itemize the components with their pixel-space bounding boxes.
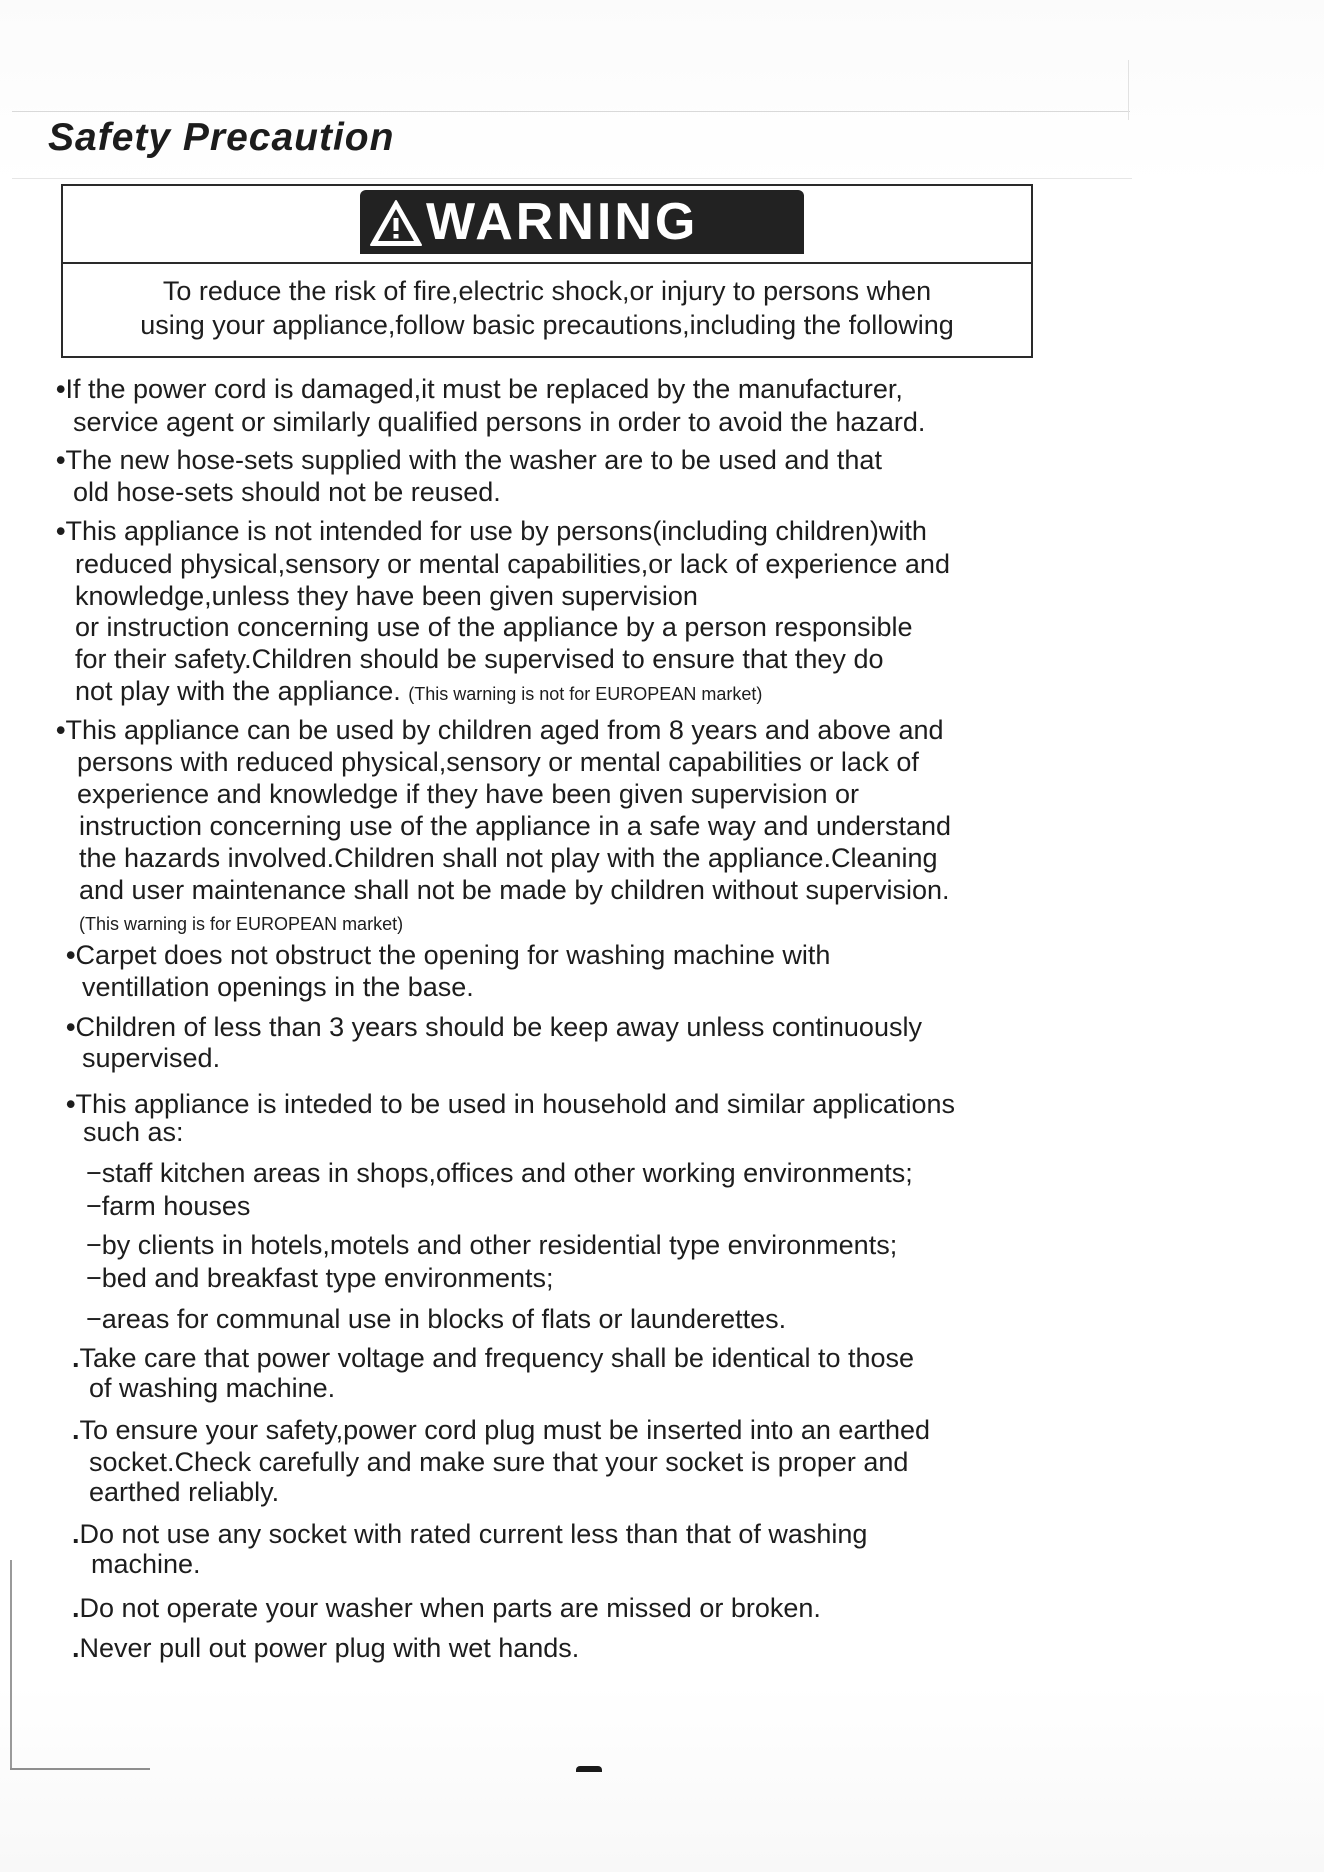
- item-text-continued: and user maintenance shall not be made by children without supervision.: [79, 875, 950, 905]
- warning-intro-line: To reduce the risk of fire,electric shock,or injury to persons when: [162, 276, 932, 306]
- list-item-carpet: [66, 939, 830, 971]
- warning-intro: [63, 274, 1031, 342]
- item-text-continued: knowledge,unless they have been given supervision: [75, 581, 698, 611]
- sub-item: [86, 1262, 554, 1294]
- warning-intro-line: using your appliance,follow basic precautions,including the following: [140, 310, 954, 340]
- list-item-children-3-years: [66, 1011, 922, 1043]
- dash-marker: −: [86, 1230, 102, 1260]
- item-text: Never pull out power plug with wet hands.: [79, 1633, 580, 1663]
- item-text: This appliance is not intended for use by persons(including children)with: [65, 516, 927, 546]
- dash-marker: −: [86, 1304, 102, 1334]
- list-item-reduced-capabilities: [56, 515, 927, 547]
- scan-right-edge: [1128, 60, 1129, 120]
- bullet-marker: •: [56, 715, 66, 745]
- list-item-power-cord: [56, 373, 903, 405]
- item-text-continued: such as:: [83, 1117, 184, 1147]
- item-text-continued: socket.Check carefully and make sure that your socket is proper and: [89, 1447, 909, 1477]
- item-text-continued: old hose-sets should not be reused.: [73, 477, 501, 507]
- item-text-continued: ventillation openings in the base.: [82, 972, 474, 1002]
- list-item-rated-current: [72, 1518, 867, 1550]
- item-text-continued: earthed reliably.: [89, 1477, 280, 1507]
- item-text: Take care that power voltage and frequency shall be identical to those: [79, 1343, 915, 1373]
- sub-item: [86, 1190, 250, 1222]
- dash-marker: −: [86, 1191, 102, 1221]
- item-text-continued: reduced physical,sensory or mental capabilities,or lack of experience and: [75, 549, 950, 579]
- scan-top-rule: [12, 111, 1130, 112]
- warning-header: [63, 186, 1031, 264]
- item-text-continued: the hazards involved.Children shall not play with the appliance.Cleaning: [79, 843, 938, 873]
- scan-left-edge: [10, 1560, 12, 1770]
- item-text: Children of less than 3 years should be keep away unless continuously: [75, 1012, 922, 1042]
- dash-marker: −: [86, 1158, 102, 1188]
- item-text: Carpet does not obstruct the opening for washing machine with: [75, 940, 831, 970]
- item-text-continued: or instruction concerning use of the appliance by a person responsible: [75, 612, 913, 642]
- sub-item: [86, 1229, 897, 1261]
- item-text-continued: service agent or similarly qualified persons in order to avoid the hazard.: [73, 407, 926, 437]
- sub-item-text: farm houses: [101, 1191, 251, 1221]
- bullet-marker: •: [56, 445, 66, 475]
- bullet-marker: •: [66, 1089, 76, 1119]
- dash-marker: −: [86, 1263, 102, 1293]
- bullet-marker: .: [72, 1519, 80, 1549]
- warning-label: WARNING: [426, 193, 699, 251]
- bullet-marker: •: [66, 940, 76, 970]
- sub-item-text: staff kitchen areas in shops,offices and other working environments;: [101, 1158, 913, 1188]
- item-text: To ensure your safety,power cord plug must be inserted into an earthed: [79, 1415, 931, 1445]
- list-item-broken-parts: [72, 1592, 821, 1624]
- sub-item: [86, 1157, 913, 1189]
- list-item-voltage: [72, 1342, 914, 1374]
- sub-item-text: bed and breakfast type environments;: [101, 1263, 554, 1293]
- sub-item-text: areas for communal use in blocks of flats or launderettes.: [101, 1304, 787, 1334]
- list-item-children-8-years: [56, 714, 944, 746]
- warning-triangle-icon: [368, 198, 424, 248]
- item-text-continued: machine.: [91, 1549, 201, 1579]
- bullet-marker: .: [72, 1633, 80, 1663]
- warning-box: [61, 184, 1033, 358]
- list-item-wet-hands: [72, 1632, 579, 1664]
- bullet-marker: •: [66, 1012, 76, 1042]
- sub-item-text: by clients in hotels,motels and other residential type environments;: [101, 1230, 898, 1260]
- title-divider: [12, 178, 1132, 179]
- bullet-marker: .: [72, 1343, 80, 1373]
- item-text-continued: instruction concerning use of the appliance in a safe way and understand: [79, 811, 952, 841]
- item-text: This appliance can be used by children aged from 8 years and above and: [65, 715, 944, 745]
- bullet-marker: •: [56, 374, 66, 404]
- sub-item: [86, 1303, 786, 1335]
- bullet-marker: .: [72, 1593, 80, 1623]
- item-text-continued: of washing machine.: [89, 1373, 336, 1403]
- item-text-continued: supervised.: [82, 1043, 221, 1073]
- bullet-marker: .: [72, 1415, 80, 1445]
- list-item-hose-sets: [56, 444, 882, 476]
- scan-bottom-edge: [10, 1768, 150, 1770]
- item-text: This appliance is inteded to be used in household and similar applications: [75, 1089, 956, 1119]
- item-text-continued: experience and knowledge if they have been given supervision or: [77, 779, 860, 809]
- item-text: not play with the appliance.: [75, 676, 401, 706]
- item-text-continued: [75, 675, 762, 710]
- item-text-continued: persons with reduced physical,sensory or mental capabilities or lack of: [77, 747, 919, 777]
- list-item-household-use: [66, 1088, 955, 1120]
- item-text-continued: for their safety.Children should be supervised to ensure that they do: [75, 644, 884, 674]
- page-title: Safety Precaution: [48, 116, 395, 159]
- bullet-marker: •: [56, 516, 66, 546]
- market-note: (This warning is for EUROPEAN market): [79, 914, 404, 934]
- market-note: (This warning is not for EUROPEAN market): [408, 684, 763, 704]
- item-text: Do not operate your washer when parts are missed or broken.: [79, 1593, 821, 1623]
- item-text: If the power cord is damaged,it must be replaced by the manufacturer,: [65, 374, 903, 404]
- warning-banner: [360, 190, 804, 254]
- list-item-earthed-socket: [72, 1414, 930, 1446]
- item-text: Do not use any socket with rated current less than that of washing: [79, 1519, 868, 1549]
- page-number-mark: [576, 1766, 602, 1772]
- item-text: The new hose-sets supplied with the washer are to be used and that: [65, 445, 882, 475]
